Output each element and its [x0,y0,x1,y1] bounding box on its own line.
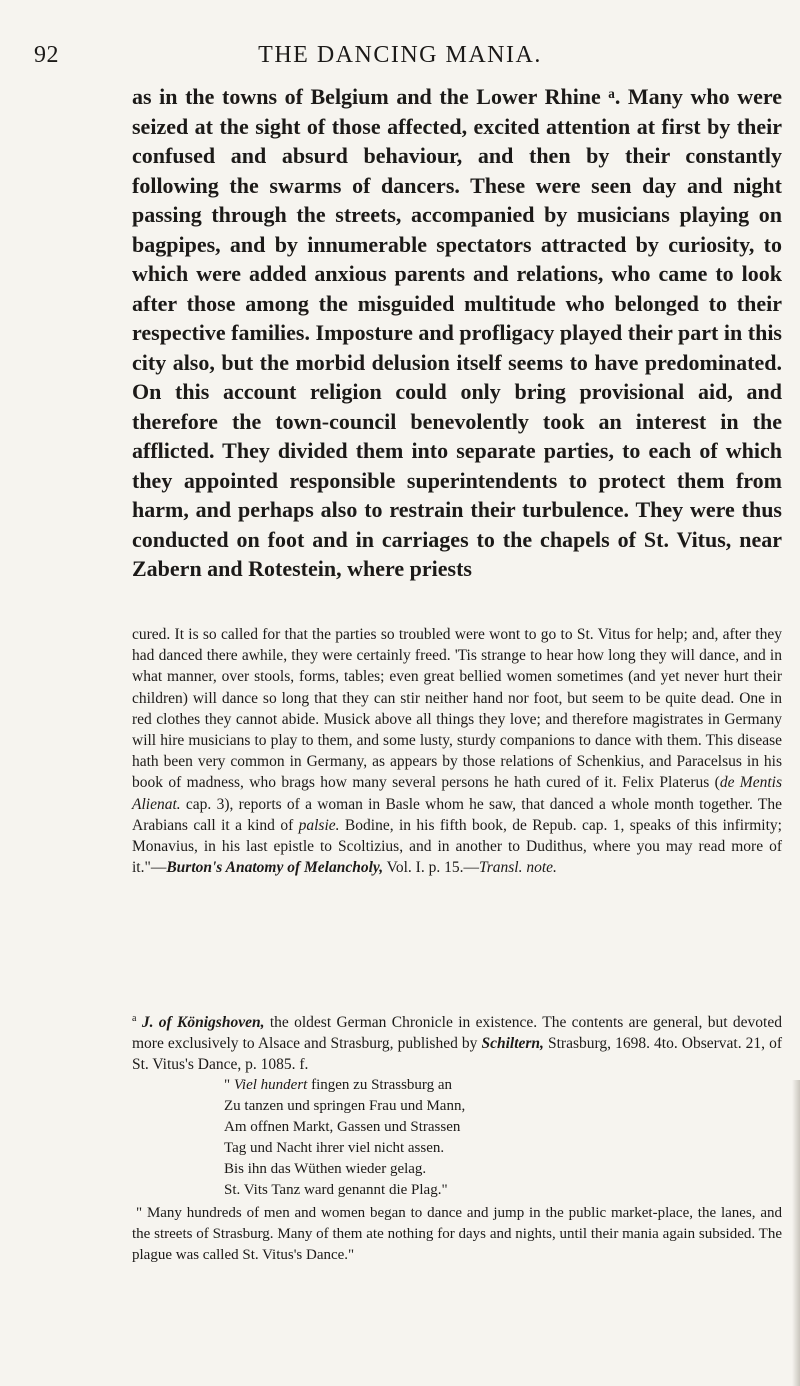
footnote-italic: palsie. [298,816,340,834]
verse-italic: Viel hundert [233,1077,308,1093]
footnote-italic: Transl. note. [478,859,557,877]
page-edge-shadow [792,1080,800,1386]
running-head: THE DANCING MANIA. [258,42,542,68]
footnote-burton [132,624,782,878]
verse-line: Tag und Nacht ihrer viel nicht assen. [224,1140,445,1156]
footnote-text: Vol. I. p. 15.— [383,859,479,877]
german-verse [224,1075,465,1201]
verse-line: Zu tanzen und springen Frau und Mann, [224,1098,466,1114]
footnote-publisher: Schiltern, [481,1035,544,1053]
footnote-konigshoven [132,1012,782,1076]
footnote-italic: de Mentis Alienat. [132,774,782,813]
verse-text: fingen zu Strassburg an [307,1077,453,1093]
verse-line: St. Vits Tanz ward genannt die Plag." [224,1182,448,1198]
footnote-text: cap. 3), reports of a woman in Basle whom he saw, that danced a whole month together. The Arabians call it a kind of [132,795,782,834]
footnote-citation: J. of Königshoven, [141,1014,265,1031]
footnote-citation: Burton's Anatomy of Melancholy, [166,859,384,877]
footnote-text: Bodine, in his fifth book, de Repub. cap. 1, speaks of this infirmity; Monavius, in his last epistle to Scoltizius, and in another to Dudithus, where you may read more of it."— [132,816,782,877]
footnote-marker: a [132,1012,137,1024]
verse-translation: " Many hundreds of men and women began to dance and jump in the public market-place, the lanes, and the streets of Strasburg. Many of them ate nothing for days and nights, until their mania again subsided. The plague was called St. Vitus's Dance." [132,1205,782,1263]
footnote-text: the oldest German Chronicle in existence. The contents are general, but devoted more exclusively to Alsace and Strasburg, published by [132,1014,782,1053]
verse-line [224,1075,465,1096]
verse-line: Am offnen Markt, Gassen und Strassen [224,1119,461,1135]
main-paragraph: as in the towns of Belgium and the Lower Rhine ᵃ. Many who were seized at the sight of those affected, excited attention at first by their confused and absurd behaviour, and then by their constantly following the swarms of dancers. These were seen day and night passing through the streets, accompanied by musicians playing on bagpipes, and by innumerable spectators attracted by curiosity, to which were added anxious parents and relations, who came to look after those among the misguided multitude who belonged to their respective families. Imposture and profligacy played their part in this city also, but the morbid delusion itself seems to have predominated. On this account religion could only bring provisional aid, and therefore the town-council benevolently took an interest in the afflicted. They divided them into separate parties, to each of which they appointed responsible superintendents to protect them from harm, and perhaps also to restrain their turbulence. They were thus conducted on foot and in carriages to the chapels of St. Vitus, near Zabern and Rotestein, where priests [132,84,782,581]
footnote-text: cured. It is so called for that the parties so troubled were wont to go to St. Vitus for help; and, after they had danced there awhile, they were certainly freed. 'Tis strange to hear how long they will dance, and in what manner, over stools, forms, tables; even great bellied women sometimes (and yet never hurt their children) will dance so long that they can stir neither hand nor foot, but seem to be quite dead. One in red clothes they cannot abide. Musick above all things they love; and therefore magistrates in Germany will hire musicians to play to them, and some lusty, sturdy companions to dance with them. This disease hath been very common in Germany, as appears by those relations of Schenkius, and Paracelsus in his book of madness, who brags how many several persons he hath cured of it. Felix Platerus ( [132,626,782,792]
footnote-text: Strasburg, 1698. 4to. Observat. 21, of St. Vitus's Dance, p. 1085. f. [132,1035,782,1074]
verse-quote: " [224,1077,234,1093]
page-number: 92 [34,42,59,68]
verse-line: Bis ihn das Wüthen wieder gelag. [224,1161,427,1177]
